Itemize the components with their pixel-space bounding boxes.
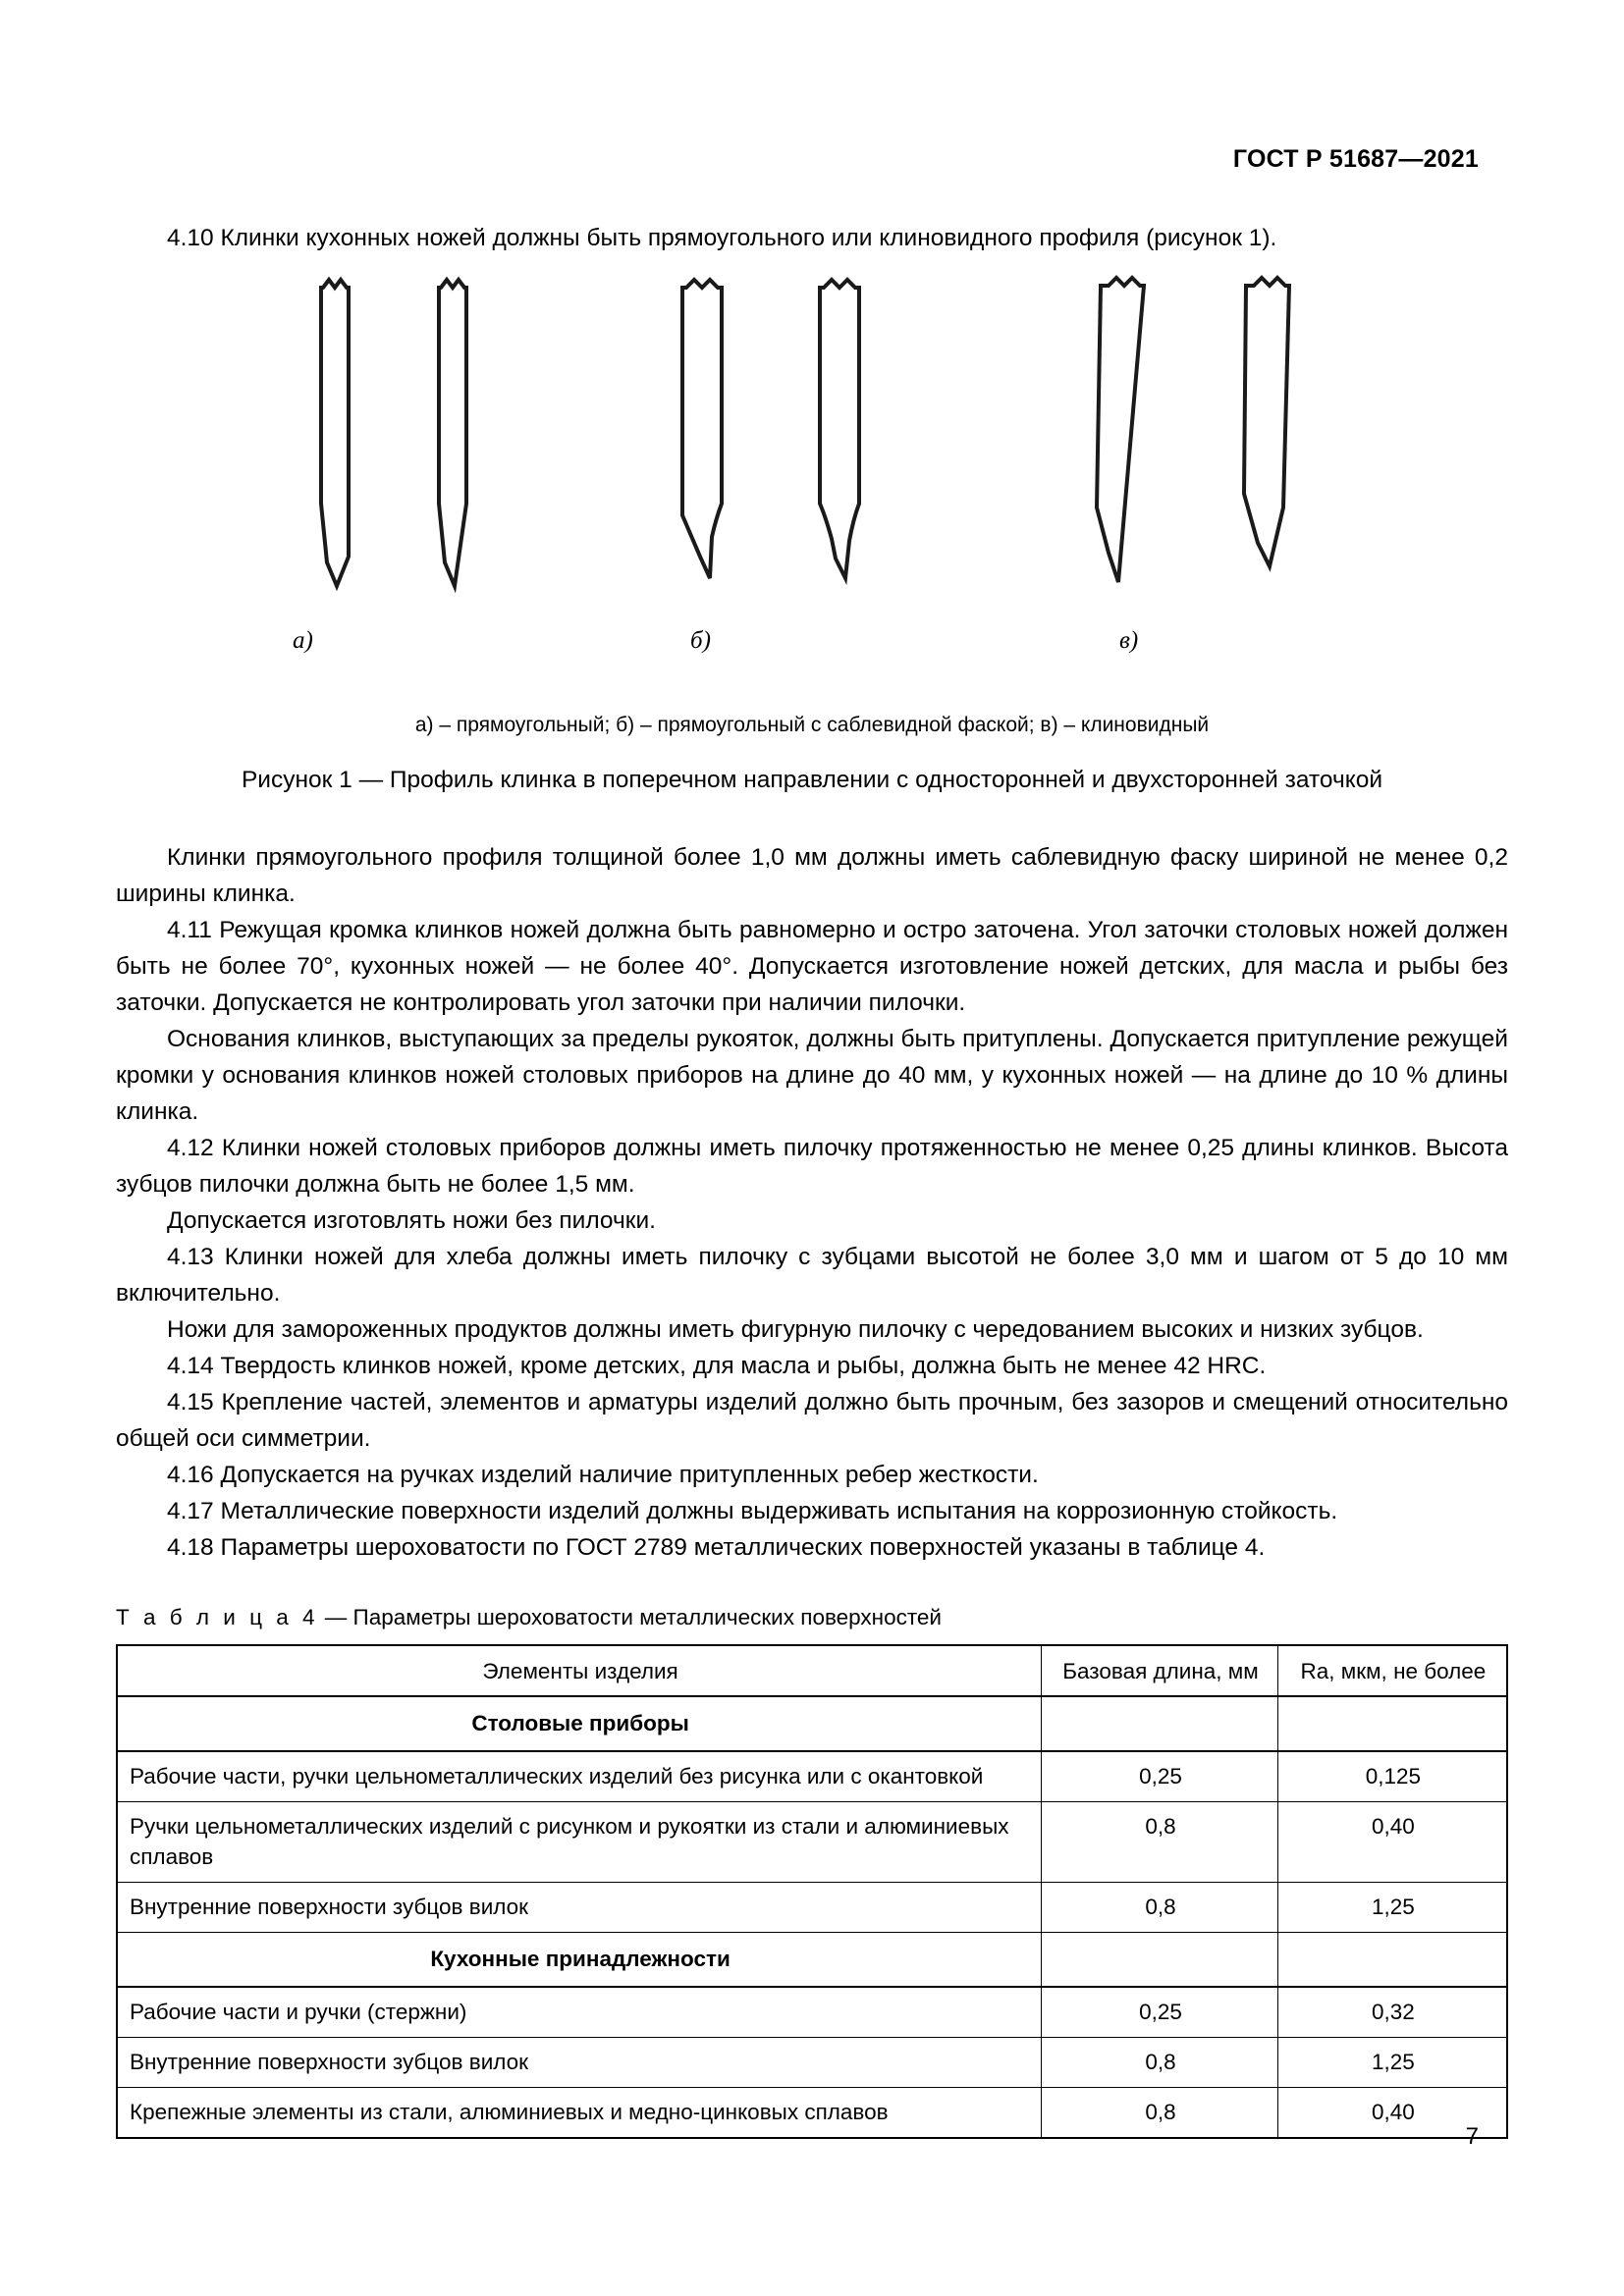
section-blank-ra-kitchenware [1277,1933,1507,1988]
paragraph-4-18: 4.18 Параметры шероховатости по ГОСТ 2789 металлических поверхностей указаны в таблице 4. [167,1534,1266,1561]
table-row [117,1802,1507,1883]
cell-element: Внутренние поверхности зубцов вилок [117,1883,1042,1933]
cell-element: Крепежные элементы из стали, алюминиевых и медно-цинковых сплавов [117,2088,1042,2139]
table-4-caption-dash: — [318,1605,353,1629]
table-header-row [117,1645,1507,1696]
section-title-cutlery: Столовые приборы [117,1696,1042,1751]
table-section-row-cutlery [117,1696,1507,1751]
cell-base-length: 0,8 [1042,2038,1278,2088]
blade-a-one-sided [321,280,349,586]
cell-element: Внутренние поверхности зубцов вилок [117,2038,1042,2088]
body-paragraphs [116,839,1508,1566]
page-header-standard-number: ГОСТ Р 51687—2021 [1232,145,1479,173]
paragraph-4-11: 4.11 Режущая кромка клинков ножей должна быть равномерно и остро заточена. Угол заточки столовых ножей должен быть не более 70°, кухонных ножей — не более 40°. Допускается изготовление ножей детских, для масла и рыбы без заточки. Допускается не контролировать угол заточки при наличии пилочки. [116,917,1508,1016]
section-blank-length-cutlery [1042,1696,1278,1751]
cell-base-length: 0,8 [1042,2088,1278,2139]
blade-profiles-svg [272,272,1352,606]
figure-letter-b: б) [690,627,711,654]
column-header-elements: Элементы изделия [117,1645,1042,1696]
paragraph-4-10: 4.10 Клинки кухонных ножей должны быть прямоугольного или клиновидного профиля (рисунок 1). [167,225,1277,251]
paragraph-frozen-food-knives: Ножи для замороженных продуктов должны иметь фигурную пилочку с чередованием высоких и низких зубцов. [167,1316,1424,1343]
figure-letter-v: в) [1119,627,1139,654]
cell-ra: 1,25 [1277,1883,1507,1933]
blade-a-two-sided [439,280,466,586]
blade-v-two-sided [1244,278,1289,566]
figure-1-block [116,272,1508,796]
cell-base-length: 0,25 [1042,1987,1278,2038]
blade-b-two-sided [820,280,859,578]
table-row [117,2038,1507,2088]
section-blank-length-kitchenware [1042,1933,1278,1988]
paragraph-4-13: 4.13 Клинки ножей для хлеба должны иметь пилочку с зубцами высотой не более 3,0 мм и шагом от 5 до 10 мм включительно. [116,1244,1508,1307]
page-content [116,220,1508,2139]
figure-letter-a: а) [293,627,313,654]
cell-ra: 1,25 [1277,2038,1507,2088]
table-row [117,1987,1507,2038]
column-header-ra: Ra, мкм, не более [1277,1645,1507,1696]
cell-ra: 0,125 [1277,1751,1507,1802]
cell-ra: 0,40 [1277,1802,1507,1883]
figure-1-blade-profiles [116,272,1508,625]
paragraph-blade-base: Основания клинков, выступающих за пределы рукояток, должны быть притуплены. Допускается притупление режущей кромки у основания клинков ножей столовых приборов на длине до 40 мм, у кухонных ножей — на длине до 10 % длины клинка. [116,1026,1508,1125]
column-header-base-length: Базовая длина, мм [1042,1645,1278,1696]
table-row [117,1751,1507,1802]
cell-base-length: 0,25 [1042,1751,1278,1802]
page-number: 7 [1465,2123,1479,2150]
cell-base-length: 0,8 [1042,1883,1278,1933]
paragraph-4-17: 4.17 Металлические поверхности изделий должны выдерживать испытания на коррозионную стойкость. [167,1498,1338,1524]
table-row [117,2088,1507,2139]
cell-element: Ручки цельнометаллических изделий с рисунком и рукоятки из стали и алюминиевых сплавов [117,1802,1042,1883]
table-4-roughness-parameters [116,1644,1508,2139]
paragraph-no-saw: Допускается изготовлять ножи без пилочки. [167,1207,656,1234]
table-4-caption-label: Т а б л и ц а 4 [116,1605,319,1629]
paragraph-blade-thickness: Клинки прямоугольного профиля толщиной более 1,0 мм должны иметь саблевидную фаску шириной не менее 0,2 ширины клинка. [116,844,1508,907]
table-section-row-kitchenware [117,1933,1507,1988]
cell-element: Рабочие части и ручки (стержни) [117,1987,1042,2038]
table-row [117,1883,1507,1933]
section-title-kitchenware: Кухонные принадлежности [117,1933,1042,1988]
blade-v-one-sided [1097,278,1144,582]
paragraph-4-14: 4.14 Твердость клинков ножей, кроме детских, для масла и рыбы, должна быть не менее 42 HRC. [167,1353,1267,1379]
section-blank-ra-cutlery [1277,1696,1507,1751]
paragraph-4-16: 4.16 Допускается на ручках изделий наличие притупленных ребер жесткости. [167,1462,1039,1488]
figure-legend: а) – прямоугольный; б) – прямоугольный с саблевидной фаской; в) – клиновидный [414,714,1210,736]
blade-b-one-sided [682,280,722,578]
cell-ra: 0,40 [1277,2088,1507,2139]
paragraph-4-15: 4.15 Крепление частей, элементов и арматуры изделий должно быть прочным, без зазоров и смещений относительно общей оси симметрии. [116,1389,1508,1452]
paragraph-4-12: 4.12 Клинки ножей столовых приборов должны иметь пилочку протяженностью не менее 0,25 длины клинков. Высота зубцов пилочки должна быть не более 1,5 мм. [116,1135,1508,1198]
table-4-caption [116,1605,1508,1630]
cell-element: Рабочие части, ручки цельнометаллических изделий без рисунка или с окантовкой [117,1751,1042,1802]
figure-caption: Рисунок 1 — Профиль клинка в поперечном направлении с односторонней и двухсторонней заточкой [241,767,1383,793]
cell-ra: 0,32 [1277,1987,1507,2038]
table-4-caption-title: Параметры шероховатости металлических поверхностей [352,1605,943,1629]
figure-part-letters [116,627,1508,667]
cell-base-length: 0,8 [1042,1802,1278,1883]
